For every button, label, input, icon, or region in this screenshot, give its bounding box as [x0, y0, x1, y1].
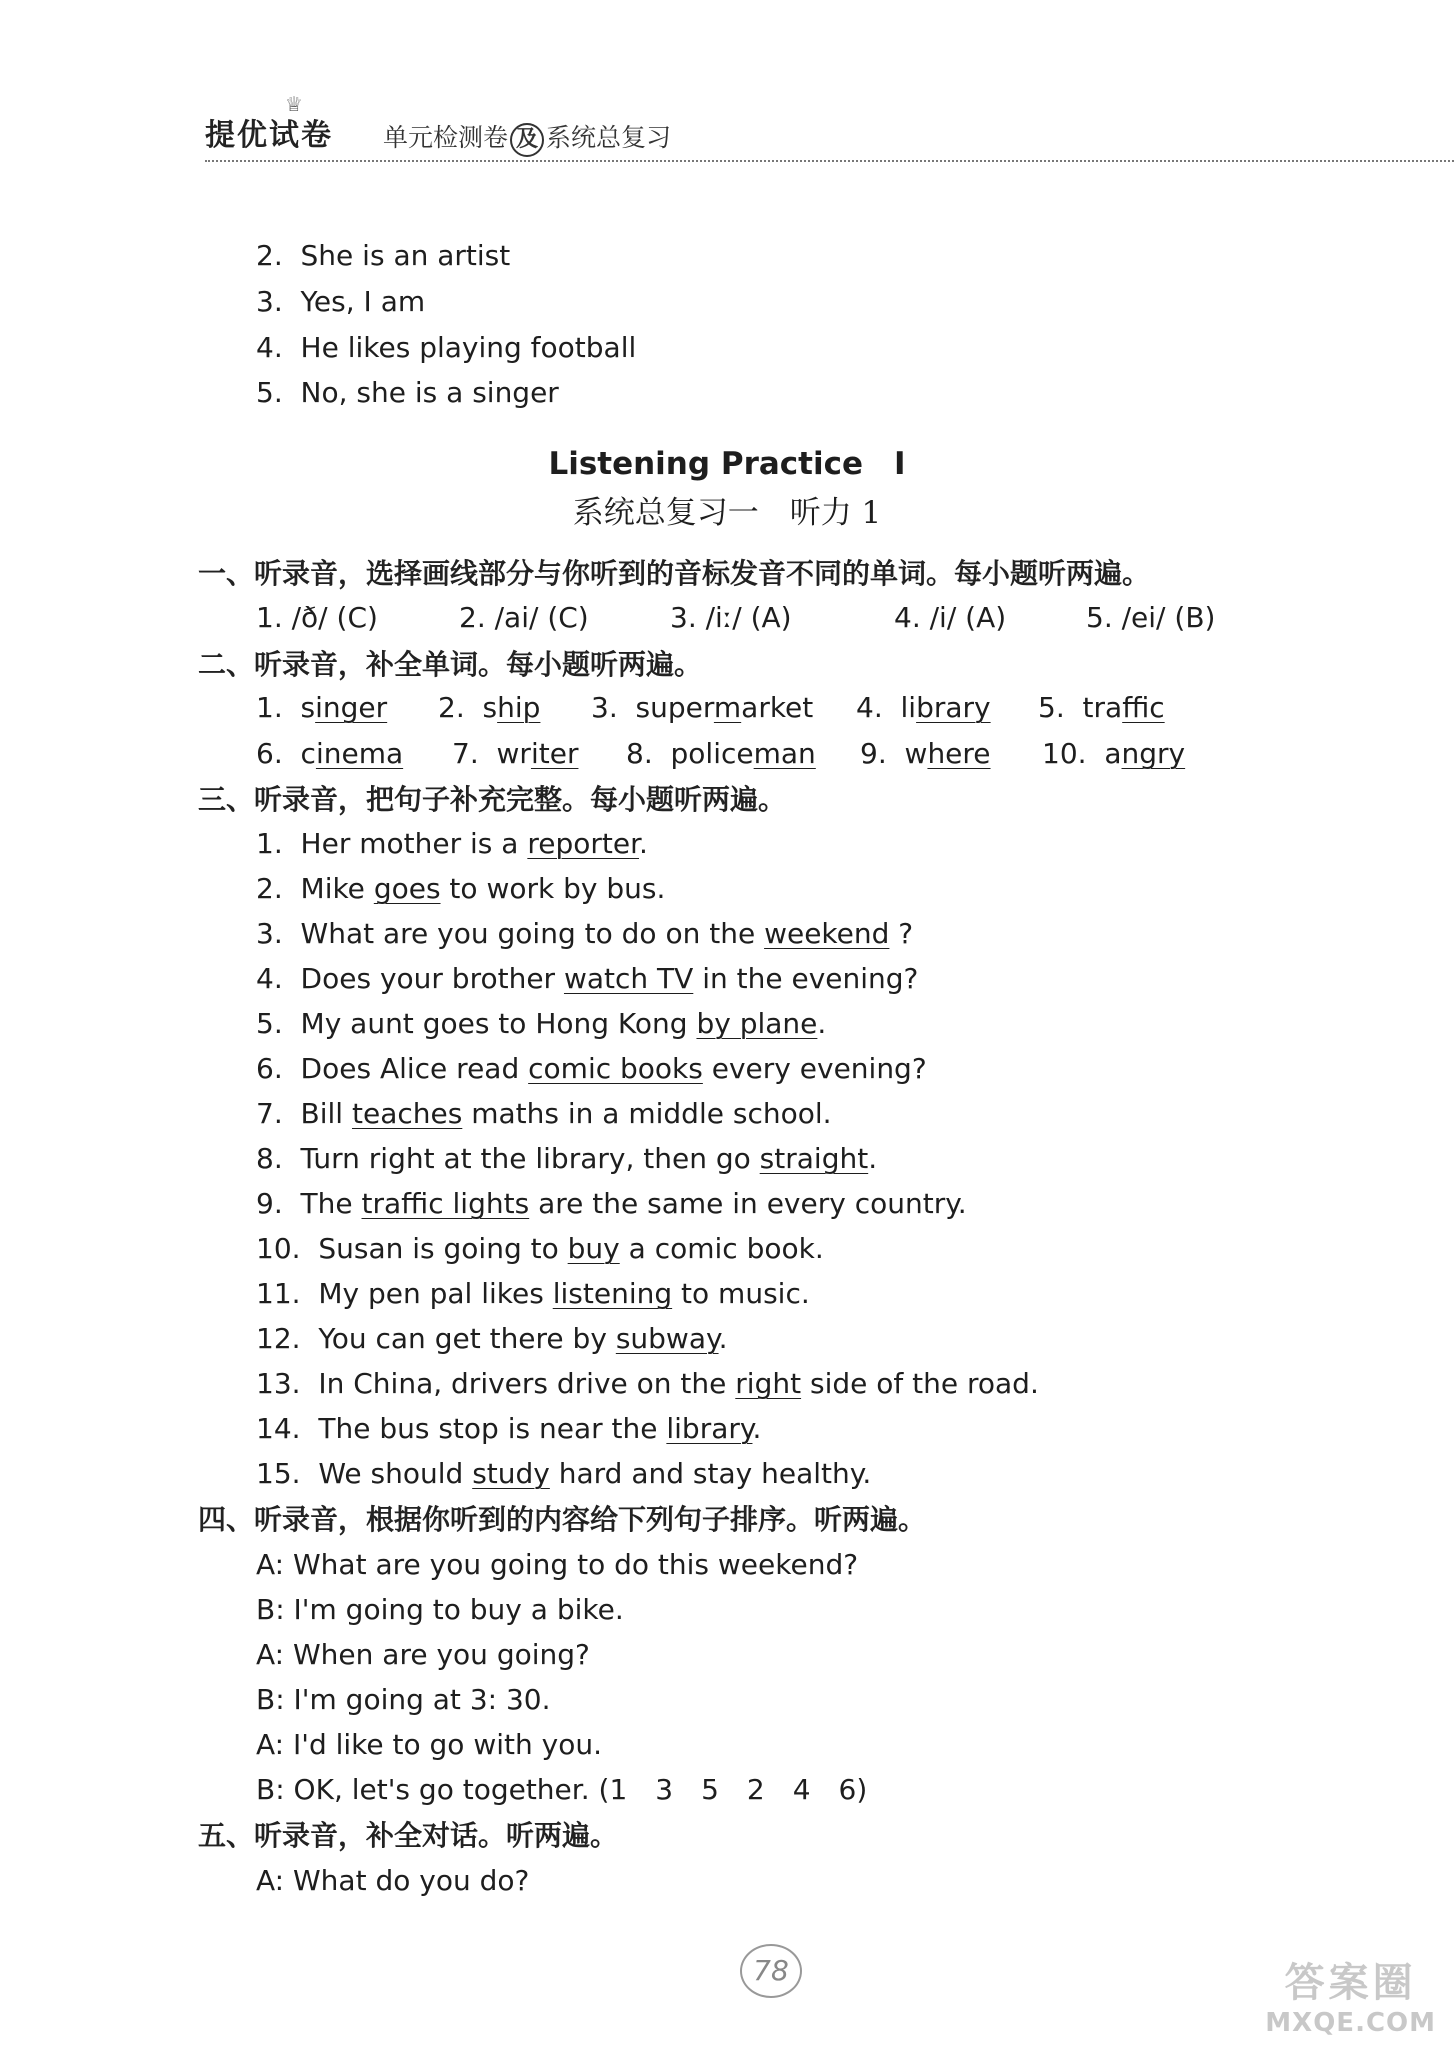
- sentence-item: 12. You can get there by subway.: [256, 1322, 728, 1355]
- sentence-item: 14. The bus stop is near the library.: [256, 1412, 762, 1445]
- section-heading-3: 三、听录音，把句子补充完整。每小题听两遍。: [198, 783, 787, 816]
- sentence-item: 7. Bill teaches maths in a middle school.: [256, 1097, 832, 1130]
- section-heading-4: 四、听录音，根据你听到的内容给下列句子排序。听两遍。: [198, 1503, 927, 1536]
- word-item: 10. angry: [1042, 737, 1186, 770]
- list-item: 2. She is an artist: [256, 239, 511, 272]
- dialogue-line: A: What are you going to do this weekend?: [256, 1548, 859, 1581]
- section-heading-2: 二、听录音，补全单词。每小题听两遍。: [198, 648, 703, 681]
- word-item: 9. where: [860, 737, 991, 770]
- page-title: Listening Practice I: [548, 446, 906, 482]
- sentence-item: 10. Susan is going to buy a comic book.: [256, 1232, 824, 1265]
- page-header: [205, 92, 1454, 164]
- book-subtitle: 单元检测卷 及 系统总复习: [383, 118, 671, 157]
- section-heading-1: 一、听录音，选择画线部分与你听到的音标发音不同的单词。每小题听两遍。: [198, 557, 1151, 590]
- dialogue-line: B: OK, let's go together. (1 3 5 2 4 6): [256, 1773, 868, 1806]
- word-item: 4. library: [856, 691, 991, 724]
- book-logo: 提优试卷: [205, 118, 333, 153]
- word-item: 3. supermarket: [591, 691, 814, 724]
- list-item: 3. Yes, I am: [256, 285, 426, 318]
- section-heading-5: 五、听录音，补全对话。听两遍。: [198, 1819, 619, 1852]
- sentence-item: 11. My pen pal likes listening to music.: [256, 1277, 810, 1310]
- page-number: 78: [740, 1944, 802, 1998]
- answer-item: 2. /ai/ (C): [459, 601, 589, 634]
- watermark-url: MXQE.COM: [1265, 2008, 1436, 2038]
- sentence-item: 3. What are you going to do on the weekend ?: [256, 917, 914, 950]
- sentence-item: 13. In China, drivers drive on the right side of the road.: [256, 1367, 1039, 1400]
- sentence-item: 1. Her mother is a reporter.: [256, 827, 648, 860]
- dialogue-line: B: I'm going at 3: 30.: [256, 1683, 551, 1716]
- word-item: 2. ship: [438, 691, 541, 724]
- watermark: [1265, 1951, 1436, 2038]
- header-rule: [205, 160, 1454, 162]
- watermark-text: 答案圈: [1284, 1960, 1417, 2006]
- list-item: 4. He likes playing football: [256, 331, 637, 364]
- dialogue-line: A: When are you going?: [256, 1638, 590, 1671]
- sentence-item: 5. My aunt goes to Hong Kong by plane.: [256, 1007, 827, 1040]
- answer-item: 1. /ð/ (C): [256, 601, 378, 634]
- answer-item: 3. /iː/ (A): [670, 601, 792, 634]
- word-item: 6. cinema: [256, 737, 404, 770]
- sentence-item: 8. Turn right at the library, then go straight.: [256, 1142, 878, 1175]
- answer-item: 4. /i/ (A): [894, 601, 1007, 634]
- word-item: 5. traffic: [1038, 691, 1165, 724]
- answer-item: 5. /ei/ (B): [1086, 601, 1216, 634]
- word-item: 7. writer: [452, 737, 579, 770]
- crown-icon: ♕: [285, 92, 303, 116]
- list-item: 5. No, she is a singer: [256, 376, 559, 409]
- dialogue-line: B: I'm going to buy a bike.: [256, 1593, 624, 1626]
- word-item: 1. singer: [256, 691, 388, 724]
- dialogue-line: A: What do you do?: [256, 1864, 530, 1897]
- sentence-item: 4. Does your brother watch TV in the evening?: [256, 962, 919, 995]
- page-subtitle: 系统总复习一 听力 1: [572, 495, 882, 531]
- sentence-item: 15. We should study hard and stay healthy.: [256, 1457, 872, 1490]
- word-item: 8. policeman: [626, 737, 816, 770]
- sentence-item: 6. Does Alice read comic books every evening?: [256, 1052, 927, 1085]
- sentence-item: 9. The traffic lights are the same in every country.: [256, 1187, 967, 1220]
- dialogue-line: A: I'd like to go with you.: [256, 1728, 602, 1761]
- sentence-item: 2. Mike goes to work by bus.: [256, 872, 666, 905]
